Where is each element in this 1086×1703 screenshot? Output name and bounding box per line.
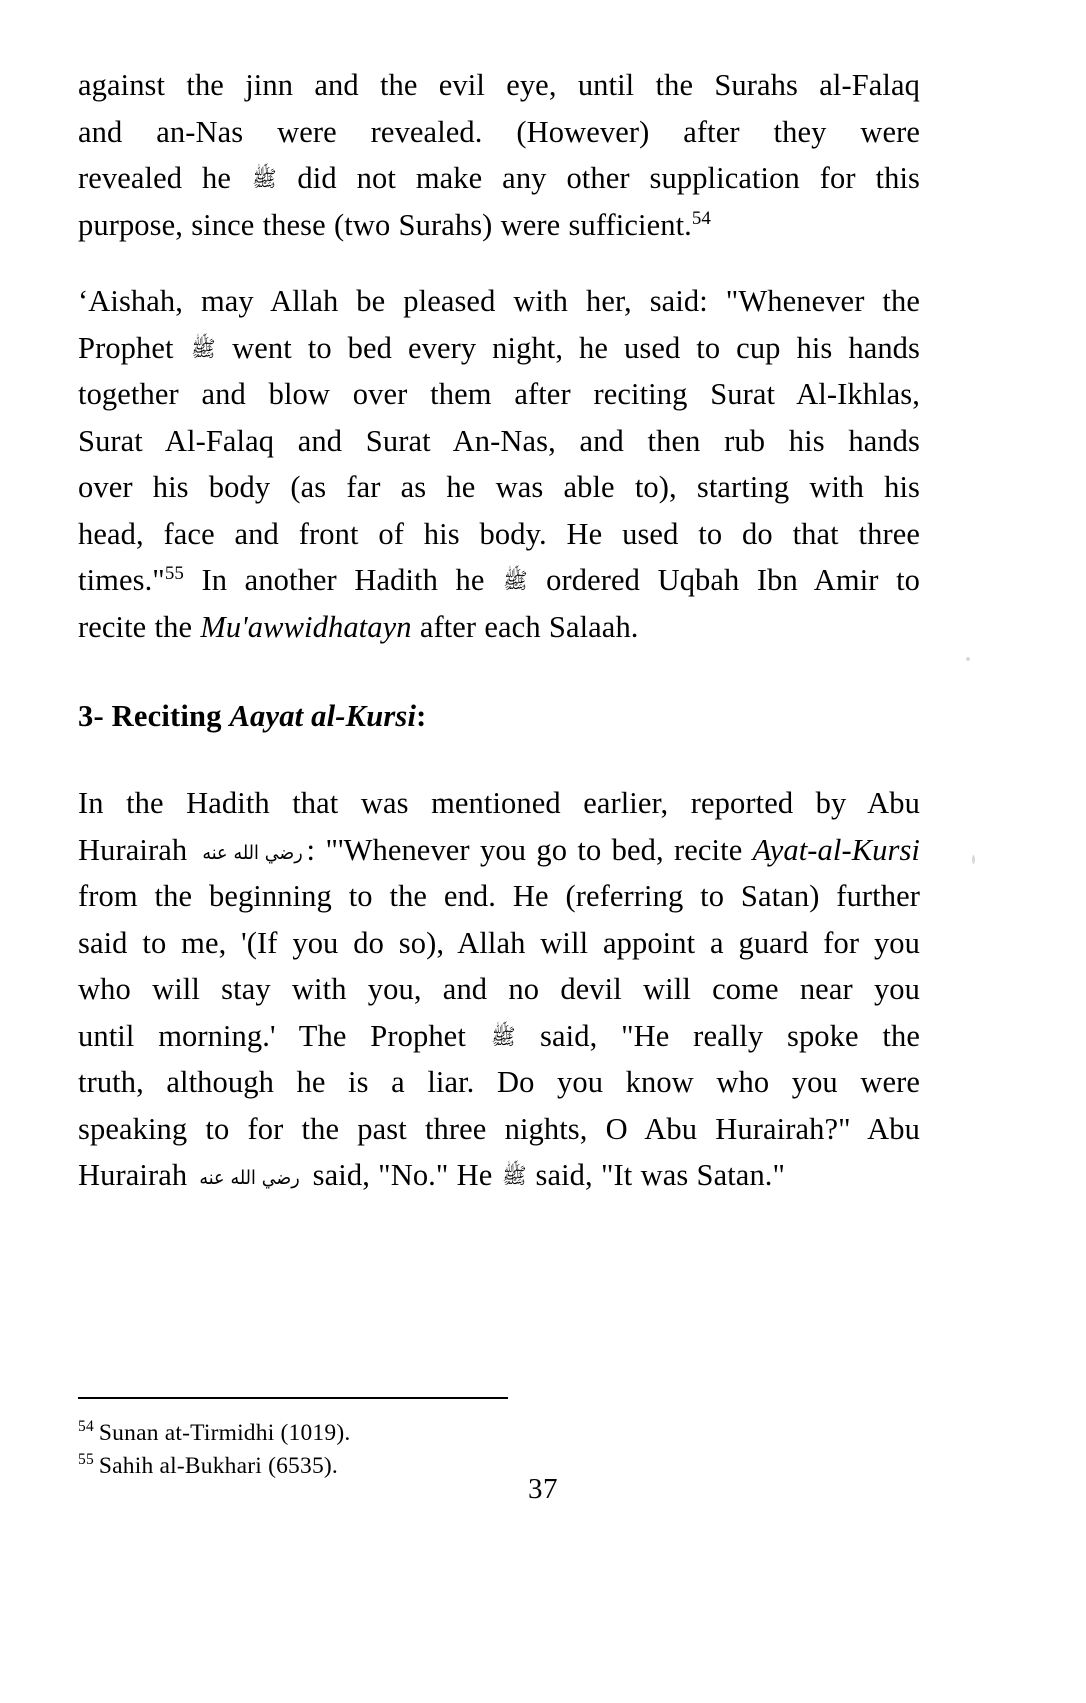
- footnote-separator-rule: [78, 1397, 508, 1399]
- text-line: In the Hadith that was mentioned earlier, reported by Abu: [78, 786, 920, 820]
- paragraph-aishah-narration: [78, 278, 920, 650]
- text-line: Hurairah رضي الله عنه said, "No." He ﷺ said, "It was Satan.": [78, 1158, 786, 1192]
- text-line: against the jinn and the evil eye, until the Surahs al-Falaq: [78, 68, 920, 102]
- scan-speckle: [972, 855, 975, 864]
- text-line: purpose, since these (two Surahs) were sufficient.$^{54}$: [78, 207, 711, 242]
- footnote-item: [78, 1417, 920, 1450]
- text-line: revealed he ﷺ did not make any other supplication for this: [78, 161, 920, 195]
- text-line: Surat Al-Falaq and Surat An-Nas, and then rub his hands: [78, 423, 920, 458]
- footnote-marker: 54: [78, 1418, 94, 1436]
- section-heading: 3- Reciting Aayat al-Kursi:: [78, 699, 427, 733]
- page-body: [78, 62, 920, 1225]
- heading-italic-term: Aayat al-Kursi: [229, 699, 417, 733]
- text-line: times."$^{55}$ In another Hadith he ﷺ ordered Uqbah Ibn Amir to: [78, 562, 920, 597]
- text-line: who will stay with you, and no devil will come near you: [78, 972, 920, 1006]
- footnote-reference-54[interactable]: 54: [691, 207, 711, 229]
- paragraph-continuation: [78, 62, 920, 248]
- page-number: 37: [528, 1473, 558, 1505]
- text-line: over his body (as far as he was able to), starting with his: [78, 470, 920, 504]
- transliterated-term: Mu'awwidhatayn: [200, 609, 412, 644]
- text-line: and an-Nas were revealed. (However) after they were: [78, 114, 920, 149]
- text-line: from the beginning to the end. He (referring to Satan) further: [78, 879, 920, 913]
- footnote-marker: 55: [78, 1451, 94, 1469]
- text-line: head, face and front of his body. He used to do that three: [78, 516, 920, 551]
- text-line: until morning.' The Prophet ﷺ said, "He really spoke the: [78, 1018, 920, 1053]
- text-line: together and blow over them after reciting Surat Al-Ikhlas,: [78, 377, 920, 411]
- footnote-text: Sahih al-Bukhari (6535).: [98, 1453, 339, 1479]
- footnote-section: [78, 1397, 920, 1483]
- text-line: recite the Mu'awwidhatayn after each Salaah.: [78, 609, 639, 644]
- scan-speckle: [966, 657, 970, 661]
- text-line: said to me, '(If you do so), Allah will appoint a guard for you: [78, 925, 920, 960]
- text-line: truth, although he is a liar. Do you know who you were: [78, 1065, 920, 1099]
- transliterated-term: Ayat-al-Kursi: [752, 832, 921, 867]
- text-line: Prophet ﷺ went to bed every night, he used to cup his hands: [78, 330, 921, 365]
- text-line: Hurairah رضي الله عنه : "'Whenever you go to bed, recite Ayat-al-Kursi: [78, 832, 921, 867]
- text-line: speaking to for the past three nights, O Abu Hurairah?" Abu: [78, 1111, 920, 1146]
- text-line: ‘Aishah, may Allah be pleased with her, said: "Whenever the: [78, 284, 920, 318]
- paragraph-abu-hurairah-narration: [78, 780, 920, 1199]
- footnote-text: Sunan at-Tirmidhi (1019).: [98, 1420, 351, 1446]
- footnote-reference-55[interactable]: 55: [164, 562, 184, 584]
